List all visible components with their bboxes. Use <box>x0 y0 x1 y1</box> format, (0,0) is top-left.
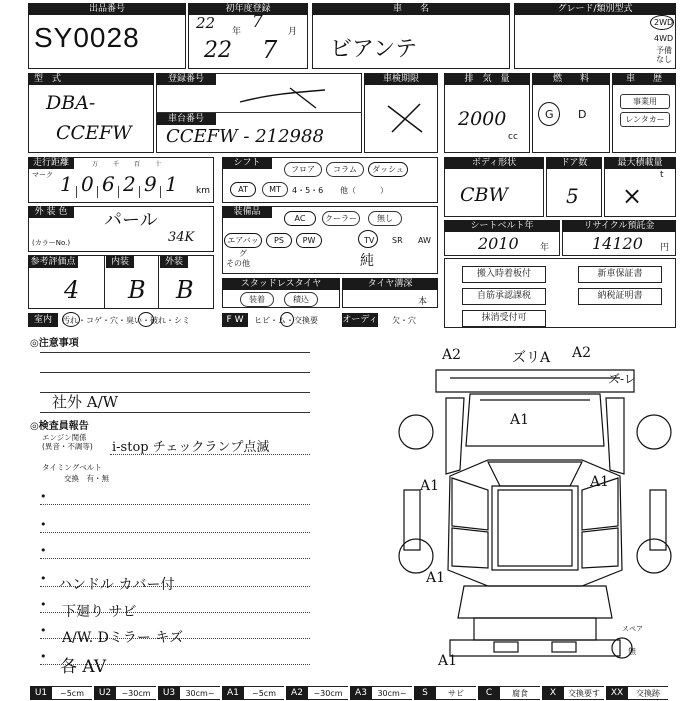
report-bullet: • <box>40 518 47 531</box>
shift-floor: フロア <box>284 162 322 177</box>
diag-label-zuri: ズリA <box>512 350 551 366</box>
doc-3: 抹消受付可 <box>462 310 546 327</box>
lot-header: 出品番号 <box>28 3 186 15</box>
shift-other: 他（ ） <box>340 186 388 195</box>
tire-header: タイヤ溝深 <box>342 278 438 290</box>
shift-header: シフト <box>222 157 272 169</box>
legend-desc: 30cm~ <box>372 686 412 700</box>
doc-4: 新車保証書 <box>578 266 662 283</box>
equip-aw: AW <box>418 236 431 245</box>
equipment-header: 装備品 <box>222 206 272 218</box>
body-type-value: CBW <box>460 184 509 206</box>
mileage-tick: 百 <box>134 161 141 168</box>
notes-line-d <box>40 412 310 413</box>
mileage-digit-separator <box>160 186 161 198</box>
mileage-digit: 9 <box>144 172 157 196</box>
mileage-digit: 1 <box>165 172 178 196</box>
seatbelt-nen: 年 <box>540 243 550 253</box>
first-reg-month-hand: 7 <box>262 36 278 64</box>
recycle-value: 14120 <box>592 234 643 253</box>
legend-code: U1 <box>30 686 52 700</box>
car-name-value: ビアンテ <box>330 37 418 62</box>
grade-header: グレード/類別型式 <box>514 3 676 15</box>
mileage-tick: 十 <box>155 161 162 168</box>
ratings-total-header: 参考評価点 <box>28 256 78 268</box>
diag-label-zure: ズ-レ <box>608 372 637 386</box>
mileage-digit-separator <box>97 186 98 198</box>
ratings-interior: B <box>128 276 146 304</box>
car-diagram <box>390 350 680 685</box>
status-interior-text: 汚れ・コゲ・穴・臭い・破れ・シミ <box>62 316 190 325</box>
report-title: ◎検査員報告 <box>30 421 89 432</box>
color-header: 外 装 色 <box>28 206 74 218</box>
legend-desc: ~30cm <box>116 686 156 700</box>
legend-desc: ~5cm <box>244 686 284 700</box>
legend-code: U2 <box>94 686 116 700</box>
equip-sr: SR <box>392 236 403 245</box>
diag-label-a1-right: A1 <box>590 474 610 490</box>
equip-none: 無し <box>368 211 402 226</box>
shift-at: AT <box>230 182 256 197</box>
notes-line-b <box>40 372 310 373</box>
grade-2wd: 2WD <box>654 18 674 27</box>
status-fw-circle <box>280 312 294 327</box>
report-engine-value: i-stop チェックランプ点滅 <box>112 440 270 455</box>
doc-5: 納税証明書 <box>578 288 662 305</box>
report-item-3: A/W. Dミラー キズ <box>62 630 184 646</box>
ratings-exterior-header: 外装 <box>160 256 188 268</box>
car-name-header: 車 名 <box>312 3 510 15</box>
legend-code: S <box>414 686 436 700</box>
mileage-digit-separator <box>139 186 140 198</box>
shift-dash: ダッシュ <box>368 162 408 177</box>
legend-code: A2 <box>286 686 308 700</box>
equip-tv-circle <box>358 230 378 248</box>
seatbelt-value: 2010 <box>478 234 519 253</box>
mileage-digit: 6 <box>102 172 115 196</box>
studless-opt1: 装着 <box>240 292 274 307</box>
equip-cooler: クーラー <box>322 211 360 226</box>
mileage-digit-separator <box>76 186 77 198</box>
fuel-header: 燃 料 <box>532 73 610 85</box>
engine-value: 2000 <box>458 108 507 130</box>
status-fw-label: F W <box>222 313 248 327</box>
history-rental: レンタカー <box>620 112 670 127</box>
shift-column: コラム <box>326 162 364 177</box>
status-interior-circle2 <box>138 312 154 327</box>
regno-header: 登録番号 <box>156 73 216 85</box>
report-bullet: • <box>40 572 47 585</box>
status-fw-text: ヒビ・ム・交換要 <box>254 316 318 325</box>
tire-unit: 本 <box>418 297 428 307</box>
report-item-4: 各 AV <box>60 657 107 677</box>
fuel-d: D <box>578 108 587 121</box>
first-reg-nen: 年 <box>232 27 242 37</box>
ratings-div1 <box>104 256 105 308</box>
recycle-header: リサイクル預託金 <box>562 220 676 232</box>
mileage-digit: 2 <box>123 172 136 196</box>
report-bullet: • <box>40 624 47 637</box>
status-interior-circle1 <box>62 312 80 327</box>
chassis-divider <box>156 112 362 113</box>
diag-label-a1-rear: A1 <box>426 570 446 586</box>
mileage-header: 走行距離 <box>28 157 74 169</box>
mileage-digit: 1 <box>60 172 73 196</box>
ratings-exterior: B <box>176 276 194 304</box>
legend-desc: 交換跡 <box>628 686 668 700</box>
notes-title: ◎注意事項 <box>30 338 79 349</box>
legend-desc: サビ <box>436 686 476 700</box>
chassis-header: 車台番号 <box>156 113 216 125</box>
equip-airbag: エアバッグ <box>224 233 262 248</box>
legend-code: X <box>542 686 564 700</box>
capacity-unit: t <box>660 170 664 180</box>
report-engine-line <box>110 454 310 455</box>
lot-number: SY0028 <box>34 22 140 53</box>
doors-header: ドア数 <box>546 157 602 169</box>
legend-desc: 腐食 <box>500 686 540 700</box>
color-code: 34K <box>168 230 195 245</box>
ratings-div2 <box>158 256 159 308</box>
inspection-header: 車検期限 <box>364 73 438 85</box>
shift-gears: 4・5・6 <box>292 186 324 195</box>
legend-desc: 30cm~ <box>180 686 220 700</box>
report-item-1: ハンドル カバー付 <box>58 577 175 593</box>
mileage-tick: 万 <box>92 161 99 168</box>
doors-value: 5 <box>566 184 579 208</box>
mileage-marker: マーク <box>32 171 53 179</box>
mileage-digit: 0 <box>81 172 94 196</box>
first-reg-year-top: 22 <box>196 14 216 32</box>
capacity-value: × <box>622 182 643 210</box>
studless-opt2: 積込 <box>284 292 318 307</box>
color-code-label: (カラーNo.) <box>32 239 71 247</box>
diag-spare-none: 無 <box>628 647 636 656</box>
shift-mt: MT <box>262 182 288 197</box>
mileage-unit: km <box>196 186 210 196</box>
fuel-g-circle <box>538 102 560 126</box>
first-reg-month-top: 7 <box>252 12 263 32</box>
report-bullet: • <box>40 598 47 611</box>
legend-code: U3 <box>158 686 180 700</box>
model-line1: DBA- <box>46 92 96 114</box>
history-header: 車 歴 <box>612 73 676 85</box>
first-reg-year-hand: 22 <box>204 38 232 63</box>
legend-code: A3 <box>350 686 372 700</box>
report-engine-label: エンジン関係 (異音・不調等) <box>42 433 93 451</box>
report-timing-sub: 交換 有・無 <box>64 474 109 483</box>
fuel-g: G <box>545 108 554 121</box>
seatbelt-header: シートベルト年 <box>444 220 560 232</box>
notes-line-a <box>40 352 310 353</box>
regno-strike-icon <box>220 84 330 112</box>
inspection-cross-icon <box>380 100 430 136</box>
recycle-yen: 円 <box>660 243 670 253</box>
engine-header: 排 気 量 <box>444 73 530 85</box>
grade-spare: 予備 なし <box>656 46 672 64</box>
equip-tv: TV <box>364 236 375 245</box>
capacity-header: 最大積載量 <box>604 157 676 169</box>
chassis-value: CCEFW - 212988 <box>166 126 324 147</box>
diag-label-a1-bottom: A1 <box>438 653 458 669</box>
report-line <box>40 558 310 559</box>
doc-2: 自筋承認課税 <box>462 288 546 305</box>
legend-code: XX <box>606 686 628 700</box>
report-line <box>40 532 310 533</box>
equip-ps: PS <box>266 233 292 248</box>
equip-pw: PW <box>296 233 322 248</box>
legend-desc: ~5cm <box>52 686 92 700</box>
equip-other-value: 純 <box>360 253 374 269</box>
ratings-interior-header: 内装 <box>106 256 134 268</box>
report-line <box>40 504 310 505</box>
legend-code: C <box>478 686 500 700</box>
status-audio-label: オーディオ <box>342 315 378 339</box>
legend-code: A1 <box>222 686 244 700</box>
notes-line1: 社外 A/W <box>52 393 119 411</box>
diag-spare-label: スペア <box>622 625 643 633</box>
first-reg-tsuki: 月 <box>288 27 298 37</box>
report-bullet: • <box>40 650 47 663</box>
grade-4wd: 4WD <box>654 34 674 43</box>
report-timing-label: タイミングベルト <box>42 463 102 472</box>
legend-desc: 交換要す <box>564 686 604 700</box>
status-interior-label: 室内 <box>28 313 58 327</box>
mileage-tick: 千 <box>113 161 120 168</box>
equip-other-label: その他 <box>226 259 250 268</box>
studless-header: スタッドレスタイヤ <box>222 278 340 290</box>
diag-label-a1-left: A1 <box>420 478 440 494</box>
diag-label-a2-right: A2 <box>572 345 592 361</box>
engine-unit: cc <box>508 132 518 142</box>
equip-ac: AC <box>284 211 316 226</box>
first-reg-header: 初年度登録 <box>188 3 308 15</box>
report-item-2: 下廻り サビ <box>62 604 137 620</box>
mileage-digit-separator <box>118 186 119 198</box>
status-audio-text: 欠・穴 <box>392 316 416 325</box>
doc-1: 搬入時着板付 <box>462 266 546 283</box>
grade-2wd-circle <box>650 15 674 30</box>
body-type-header: ボディ形状 <box>444 157 544 169</box>
ratings-total: 4 <box>64 276 80 304</box>
color-value: パール <box>104 210 158 231</box>
diag-label-a1-hood: A1 <box>510 412 530 428</box>
report-bullet: • <box>40 490 47 503</box>
legend-desc: ~30cm <box>308 686 348 700</box>
report-bullet: • <box>40 544 47 557</box>
history-business: 事業用 <box>620 94 670 109</box>
model-header: 型 式 <box>28 73 154 85</box>
model-line2: CCEFW <box>56 122 132 144</box>
diag-label-a2-left: A2 <box>442 347 462 363</box>
